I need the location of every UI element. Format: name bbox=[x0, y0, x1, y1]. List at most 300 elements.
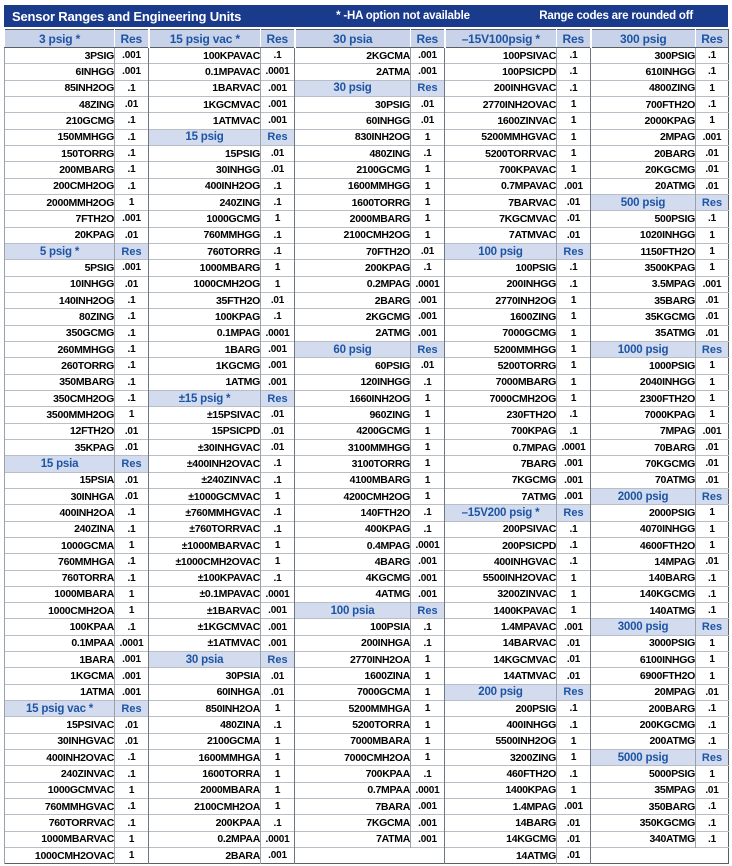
range-cell: 0.7MPAG bbox=[445, 439, 557, 455]
range-cell: 1.4MPAG bbox=[445, 799, 557, 815]
range-cell: 15PSIVAC bbox=[5, 717, 115, 733]
res-cell: .1 bbox=[261, 717, 295, 733]
res-cell: 1 bbox=[696, 113, 729, 129]
range-cell: 7ATMVAC bbox=[445, 227, 557, 243]
res-cell: .001 bbox=[411, 309, 445, 325]
res-cell: .1 bbox=[115, 750, 149, 766]
section-res-header-cell: Res bbox=[261, 652, 295, 668]
res-cell: 1 bbox=[261, 733, 295, 749]
range-cell: 30INHGVAC bbox=[5, 733, 115, 749]
range-cell: 35ATMG bbox=[591, 325, 696, 341]
res-cell: .001 bbox=[696, 423, 729, 439]
range-cell: 830INH2OG bbox=[295, 129, 411, 145]
section-res-header-cell: Res bbox=[261, 129, 295, 145]
table-row bbox=[5, 684, 729, 700]
range-cell: 260MMHGG bbox=[5, 341, 115, 357]
res-cell: .1 bbox=[557, 717, 591, 733]
table-row bbox=[5, 848, 729, 864]
range-cell: 1660INH2OG bbox=[295, 390, 411, 406]
res-cell: 1 bbox=[261, 701, 295, 717]
range-cell: 2000MMH2OG bbox=[5, 194, 115, 210]
range-cell: 7FTH2O bbox=[5, 211, 115, 227]
section-res-header-cell: Res bbox=[696, 750, 729, 766]
range-cell: 4200GCMG bbox=[295, 423, 411, 439]
range-cell: 100PSIA bbox=[295, 619, 411, 635]
range-cell: 850INH2OA bbox=[149, 701, 261, 717]
table-row bbox=[5, 276, 729, 292]
res-cell: 1 bbox=[557, 358, 591, 374]
range-cell: 1KGCMA bbox=[5, 668, 115, 684]
table-row bbox=[5, 668, 729, 684]
res-cell: .1 bbox=[261, 243, 295, 259]
res-cell: .001 bbox=[557, 178, 591, 194]
section-header-cell: 500 psig bbox=[591, 194, 696, 210]
res-column-header: Res bbox=[696, 30, 729, 48]
table-row bbox=[5, 815, 729, 831]
table-row bbox=[5, 145, 729, 161]
res-cell: 1 bbox=[261, 766, 295, 782]
range-cell: 14KGCMVAC bbox=[445, 652, 557, 668]
res-cell: .1 bbox=[115, 129, 149, 145]
range-cell: 7KGCMA bbox=[295, 815, 411, 831]
section-res-header-cell: Res bbox=[411, 341, 445, 357]
empty-cell bbox=[591, 848, 729, 864]
range-cell: 1000CMH2OVAC bbox=[5, 848, 115, 864]
res-cell: .1 bbox=[261, 194, 295, 210]
range-cell: 4600FTH2O bbox=[591, 537, 696, 553]
table-row bbox=[5, 48, 729, 64]
range-cell: 35MPAG bbox=[591, 782, 696, 798]
range-cell: 6100INHGG bbox=[591, 652, 696, 668]
range-cell: 1000GCMA bbox=[5, 537, 115, 553]
res-cell: .1 bbox=[261, 815, 295, 831]
range-cell: 2770INH2OG bbox=[445, 292, 557, 308]
res-cell: .0001 bbox=[261, 64, 295, 80]
range-cell: 150TORRG bbox=[5, 145, 115, 161]
res-cell: 1 bbox=[557, 390, 591, 406]
range-cell: 7ATMG bbox=[445, 488, 557, 504]
range-cell: 0.1MPAA bbox=[5, 635, 115, 651]
range-cell: 3100MMHGG bbox=[295, 439, 411, 455]
table-row bbox=[5, 227, 729, 243]
range-cell: 3500KPAG bbox=[591, 260, 696, 276]
res-cell: .01 bbox=[261, 439, 295, 455]
section-res-header-cell: Res bbox=[557, 684, 591, 700]
table-row bbox=[5, 390, 729, 406]
res-cell: .1 bbox=[557, 554, 591, 570]
range-cell: 2000KPAG bbox=[591, 113, 696, 129]
range-cell: 1400KPAG bbox=[445, 782, 557, 798]
table-row bbox=[5, 439, 729, 455]
res-cell: .0001 bbox=[557, 439, 591, 455]
table-row bbox=[5, 292, 729, 308]
range-cell: 7000CMH2OA bbox=[295, 750, 411, 766]
range-cell: 20KPAG bbox=[5, 227, 115, 243]
range-cell: 7000KPAG bbox=[591, 407, 696, 423]
range-cell: 3500MMH2OG bbox=[5, 407, 115, 423]
range-cell: 3200ZING bbox=[445, 750, 557, 766]
res-cell: .1 bbox=[411, 766, 445, 782]
res-cell: .001 bbox=[261, 619, 295, 635]
res-cell: 1 bbox=[557, 374, 591, 390]
range-cell: 20BARG bbox=[591, 145, 696, 161]
column-header: 30 psia bbox=[295, 30, 411, 48]
range-cell: ±15PSIVAC bbox=[149, 407, 261, 423]
range-cell: 1600ZING bbox=[445, 309, 557, 325]
res-cell: .1 bbox=[115, 341, 149, 357]
range-cell: 3100TORRG bbox=[295, 456, 411, 472]
range-cell: 80ZING bbox=[5, 309, 115, 325]
range-cell: 4100MBARG bbox=[295, 472, 411, 488]
res-cell: .1 bbox=[115, 521, 149, 537]
res-column-header: Res bbox=[261, 30, 295, 48]
res-cell: 1 bbox=[696, 390, 729, 406]
res-cell: .001 bbox=[261, 341, 295, 357]
res-cell: .01 bbox=[261, 684, 295, 700]
range-cell: 1600TORRG bbox=[295, 194, 411, 210]
table-row bbox=[5, 652, 729, 668]
range-cell: 2000MBARA bbox=[149, 782, 261, 798]
res-cell: .1 bbox=[261, 309, 295, 325]
range-cell: 1KGCMVAC bbox=[149, 96, 261, 112]
range-cell: 6INHGG bbox=[5, 64, 115, 80]
table-row bbox=[5, 570, 729, 586]
range-cell: 100KPAA bbox=[5, 619, 115, 635]
range-cell: 350MBARG bbox=[5, 374, 115, 390]
table-row bbox=[5, 96, 729, 112]
range-cell: 1600ZINVAC bbox=[445, 113, 557, 129]
res-cell: .1 bbox=[557, 423, 591, 439]
range-cell: 4070INHGG bbox=[591, 521, 696, 537]
res-cell: .0001 bbox=[411, 276, 445, 292]
res-cell: .01 bbox=[261, 407, 295, 423]
range-cell: 200INHGVAC bbox=[445, 80, 557, 96]
range-cell: 200MBARG bbox=[5, 162, 115, 178]
table-row bbox=[5, 243, 729, 259]
range-cell: 960ZING bbox=[295, 407, 411, 423]
range-cell: ±1000CMH2OVAC bbox=[149, 554, 261, 570]
range-cell: ±1000MBARVAC bbox=[149, 537, 261, 553]
range-cell: 120INHGG bbox=[295, 374, 411, 390]
res-cell: .001 bbox=[115, 668, 149, 684]
range-cell: 200PSIG bbox=[445, 701, 557, 717]
res-cell: .01 bbox=[115, 488, 149, 504]
range-cell: 5500INH2OVAC bbox=[445, 570, 557, 586]
range-cell: 460FTH2O bbox=[445, 766, 557, 782]
res-cell: .01 bbox=[557, 831, 591, 847]
res-cell: .1 bbox=[696, 570, 729, 586]
res-cell: .1 bbox=[115, 505, 149, 521]
res-cell: 1 bbox=[696, 537, 729, 553]
empty-cell bbox=[295, 848, 445, 864]
range-cell: 1020INHGG bbox=[591, 227, 696, 243]
range-cell: 2KGCMA bbox=[295, 48, 411, 64]
range-cell: 1600TORRA bbox=[149, 766, 261, 782]
res-cell: 1 bbox=[115, 831, 149, 847]
res-cell: .001 bbox=[557, 456, 591, 472]
res-cell: .01 bbox=[557, 848, 591, 864]
range-cell: 15PSIG bbox=[149, 145, 261, 161]
range-cell: 140BARG bbox=[591, 570, 696, 586]
res-cell: .1 bbox=[115, 815, 149, 831]
section-header-cell: 30 psia bbox=[149, 652, 261, 668]
table-row bbox=[5, 586, 729, 602]
res-cell: .01 bbox=[411, 96, 445, 112]
res-cell: .1 bbox=[557, 260, 591, 276]
res-cell: .1 bbox=[411, 635, 445, 651]
range-cell: 5PSIG bbox=[5, 260, 115, 276]
range-cell: 1ATMG bbox=[149, 374, 261, 390]
range-cell: 400KPAG bbox=[295, 521, 411, 537]
res-cell: .01 bbox=[261, 145, 295, 161]
range-cell: 3PSIG bbox=[5, 48, 115, 64]
res-cell: .1 bbox=[557, 766, 591, 782]
range-cell: 480ZINA bbox=[149, 717, 261, 733]
table-row bbox=[5, 603, 729, 619]
table-row bbox=[5, 64, 729, 80]
range-cell: 500PSIG bbox=[591, 211, 696, 227]
res-cell: .1 bbox=[557, 407, 591, 423]
section-header-cell: 15 psia bbox=[5, 456, 115, 472]
range-cell: 100KPAG bbox=[149, 309, 261, 325]
section-res-header-cell: Res bbox=[411, 80, 445, 96]
res-cell: .1 bbox=[115, 292, 149, 308]
range-cell: 200KGCMG bbox=[591, 717, 696, 733]
range-cell: 2770INH2OA bbox=[295, 652, 411, 668]
res-cell: .001 bbox=[261, 96, 295, 112]
res-cell: 1 bbox=[696, 505, 729, 521]
range-cell: 7KGCMVAC bbox=[445, 211, 557, 227]
range-cell: 300PSIG bbox=[591, 48, 696, 64]
range-cell: 1000MBARA bbox=[5, 586, 115, 602]
range-cell: 100PSIG bbox=[445, 260, 557, 276]
section-header-cell: 2000 psig bbox=[591, 488, 696, 504]
table-row bbox=[5, 488, 729, 504]
res-cell: .1 bbox=[261, 48, 295, 64]
section-header-cell: 5000 psig bbox=[591, 750, 696, 766]
res-cell: .001 bbox=[411, 570, 445, 586]
res-cell: .001 bbox=[557, 472, 591, 488]
range-cell: ±1ATMVAC bbox=[149, 635, 261, 651]
range-cell: 240ZING bbox=[149, 194, 261, 210]
res-cell: 1 bbox=[261, 537, 295, 553]
range-cell: 20ATMG bbox=[591, 178, 696, 194]
res-cell: 1 bbox=[411, 668, 445, 684]
table-body bbox=[5, 48, 729, 864]
res-cell: 1 bbox=[261, 750, 295, 766]
res-column-header: Res bbox=[411, 30, 445, 48]
table-row bbox=[5, 129, 729, 145]
range-cell: 60PSIG bbox=[295, 358, 411, 374]
res-cell: 1 bbox=[557, 162, 591, 178]
table-row bbox=[5, 341, 729, 357]
res-cell: 1 bbox=[411, 407, 445, 423]
res-cell: 1 bbox=[115, 848, 149, 864]
res-cell: .001 bbox=[411, 64, 445, 80]
range-cell: 1000MBARVAC bbox=[5, 831, 115, 847]
res-cell: .1 bbox=[696, 64, 729, 80]
res-cell: 1 bbox=[411, 423, 445, 439]
res-cell: .1 bbox=[115, 570, 149, 586]
res-cell: .001 bbox=[261, 848, 295, 864]
res-cell: 1 bbox=[411, 227, 445, 243]
range-cell: 14KGCMG bbox=[445, 831, 557, 847]
res-cell: .001 bbox=[411, 48, 445, 64]
res-cell: .1 bbox=[261, 456, 295, 472]
res-cell: .01 bbox=[261, 162, 295, 178]
range-cell: 1000CMH2OA bbox=[5, 603, 115, 619]
res-cell: 1 bbox=[696, 635, 729, 651]
res-cell: 1 bbox=[696, 80, 729, 96]
res-cell: .1 bbox=[557, 701, 591, 717]
section-res-header-cell: Res bbox=[696, 194, 729, 210]
title-bar bbox=[4, 5, 728, 27]
section-header-cell: 60 psig bbox=[295, 341, 411, 357]
res-cell: .1 bbox=[557, 276, 591, 292]
res-cell: 1 bbox=[261, 799, 295, 815]
range-cell: 30INHGA bbox=[5, 488, 115, 504]
res-cell: .01 bbox=[115, 733, 149, 749]
res-cell: 1 bbox=[557, 129, 591, 145]
res-cell: .01 bbox=[411, 243, 445, 259]
range-cell: 400INH2OVAC bbox=[5, 750, 115, 766]
range-cell: 5200MMHGVAC bbox=[445, 129, 557, 145]
range-cell: 30INHGG bbox=[149, 162, 261, 178]
range-cell: 700KPAVAC bbox=[445, 162, 557, 178]
range-cell: 2BARG bbox=[295, 292, 411, 308]
range-cell: 20MPAG bbox=[591, 684, 696, 700]
res-cell: 1 bbox=[557, 113, 591, 129]
res-cell: .1 bbox=[261, 472, 295, 488]
res-cell: .1 bbox=[411, 260, 445, 276]
res-cell: .01 bbox=[696, 309, 729, 325]
res-cell: .001 bbox=[261, 80, 295, 96]
res-cell: .001 bbox=[411, 325, 445, 341]
res-cell: .1 bbox=[557, 64, 591, 80]
res-cell: .01 bbox=[261, 668, 295, 684]
res-cell: .01 bbox=[696, 782, 729, 798]
res-cell: .1 bbox=[696, 717, 729, 733]
range-cell: 2ATMG bbox=[295, 325, 411, 341]
res-cell: .1 bbox=[261, 570, 295, 586]
range-cell: 7000MBARA bbox=[295, 733, 411, 749]
res-cell: .01 bbox=[115, 227, 149, 243]
section-res-header-cell: Res bbox=[696, 341, 729, 357]
range-cell: 12FTH2O bbox=[5, 423, 115, 439]
res-cell: .1 bbox=[411, 374, 445, 390]
range-cell: 200KPAA bbox=[149, 815, 261, 831]
section-res-header-cell: Res bbox=[557, 505, 591, 521]
res-cell: .001 bbox=[261, 113, 295, 129]
res-cell: .001 bbox=[696, 276, 729, 292]
res-cell: .1 bbox=[557, 48, 591, 64]
range-cell: ±0.1MPAVAC bbox=[149, 586, 261, 602]
range-cell: 1000MBARG bbox=[149, 260, 261, 276]
range-cell: 30PSIA bbox=[149, 668, 261, 684]
range-cell: 1000CMH2OG bbox=[149, 276, 261, 292]
res-cell: 1 bbox=[557, 325, 591, 341]
range-cell: 7BARVAC bbox=[445, 194, 557, 210]
section-res-header-cell: Res bbox=[115, 243, 149, 259]
res-cell: .1 bbox=[411, 145, 445, 161]
res-cell: 1 bbox=[411, 472, 445, 488]
res-cell: .1 bbox=[557, 521, 591, 537]
range-cell: 1600MMHGG bbox=[295, 178, 411, 194]
res-cell: .001 bbox=[261, 635, 295, 651]
res-cell: 1 bbox=[115, 194, 149, 210]
res-cell: .001 bbox=[557, 619, 591, 635]
table-row bbox=[5, 717, 729, 733]
res-cell: .001 bbox=[557, 488, 591, 504]
res-cell: .1 bbox=[115, 358, 149, 374]
res-cell: .001 bbox=[557, 799, 591, 815]
range-cell: 1000PSIG bbox=[591, 358, 696, 374]
res-cell: .01 bbox=[115, 717, 149, 733]
res-cell: .001 bbox=[115, 684, 149, 700]
range-cell: 70ATMG bbox=[591, 472, 696, 488]
range-cell: 760MMHGG bbox=[149, 227, 261, 243]
section-header-cell: 100 psig bbox=[445, 243, 557, 259]
range-cell: 70KGCMG bbox=[591, 456, 696, 472]
res-cell: 1 bbox=[696, 243, 729, 259]
res-cell: .001 bbox=[261, 603, 295, 619]
res-cell: .01 bbox=[557, 227, 591, 243]
range-cell: 4ATMG bbox=[295, 586, 411, 602]
range-cell: 230FTH2O bbox=[445, 407, 557, 423]
res-cell: .01 bbox=[115, 276, 149, 292]
res-cell: 1 bbox=[696, 766, 729, 782]
res-cell: .1 bbox=[115, 113, 149, 129]
column-header-row bbox=[5, 30, 729, 48]
res-cell: .01 bbox=[696, 439, 729, 455]
res-cell: .1 bbox=[696, 733, 729, 749]
table-row bbox=[5, 374, 729, 390]
res-cell: .01 bbox=[557, 668, 591, 684]
section-header-cell: 5 psig * bbox=[5, 243, 115, 259]
range-cell: 0.4MPAG bbox=[295, 537, 411, 553]
range-cell: 7000CMH2OG bbox=[445, 390, 557, 406]
res-cell: 1 bbox=[411, 211, 445, 227]
res-cell: .01 bbox=[261, 423, 295, 439]
section-header-cell: 3000 psig bbox=[591, 619, 696, 635]
res-cell: 1 bbox=[696, 227, 729, 243]
range-cell: 100PSIVAC bbox=[445, 48, 557, 64]
range-cell: 7000MBARG bbox=[445, 374, 557, 390]
res-cell: .0001 bbox=[261, 325, 295, 341]
res-cell: 1 bbox=[557, 570, 591, 586]
range-cell: 2100CMH2OA bbox=[149, 799, 261, 815]
range-cell: 2ATMA bbox=[295, 64, 411, 80]
section-res-header-cell: Res bbox=[115, 456, 149, 472]
res-cell: .1 bbox=[696, 603, 729, 619]
res-cell: .1 bbox=[696, 831, 729, 847]
range-cell: 0.2MPAA bbox=[149, 831, 261, 847]
range-cell: 200INHGG bbox=[445, 276, 557, 292]
res-cell: .01 bbox=[115, 423, 149, 439]
range-cell: 760TORRG bbox=[149, 243, 261, 259]
range-cell: 760MMHGVAC bbox=[5, 799, 115, 815]
table-row bbox=[5, 211, 729, 227]
res-cell: .001 bbox=[411, 292, 445, 308]
range-cell: 1KGCMG bbox=[149, 358, 261, 374]
res-cell: 1 bbox=[411, 456, 445, 472]
range-cell: 5200TORRVAC bbox=[445, 145, 557, 161]
range-cell: 400INH2OA bbox=[5, 505, 115, 521]
res-cell: 1 bbox=[261, 488, 295, 504]
table-row bbox=[5, 505, 729, 521]
range-cell: 3000PSIG bbox=[591, 635, 696, 651]
range-cell: 14BARG bbox=[445, 815, 557, 831]
